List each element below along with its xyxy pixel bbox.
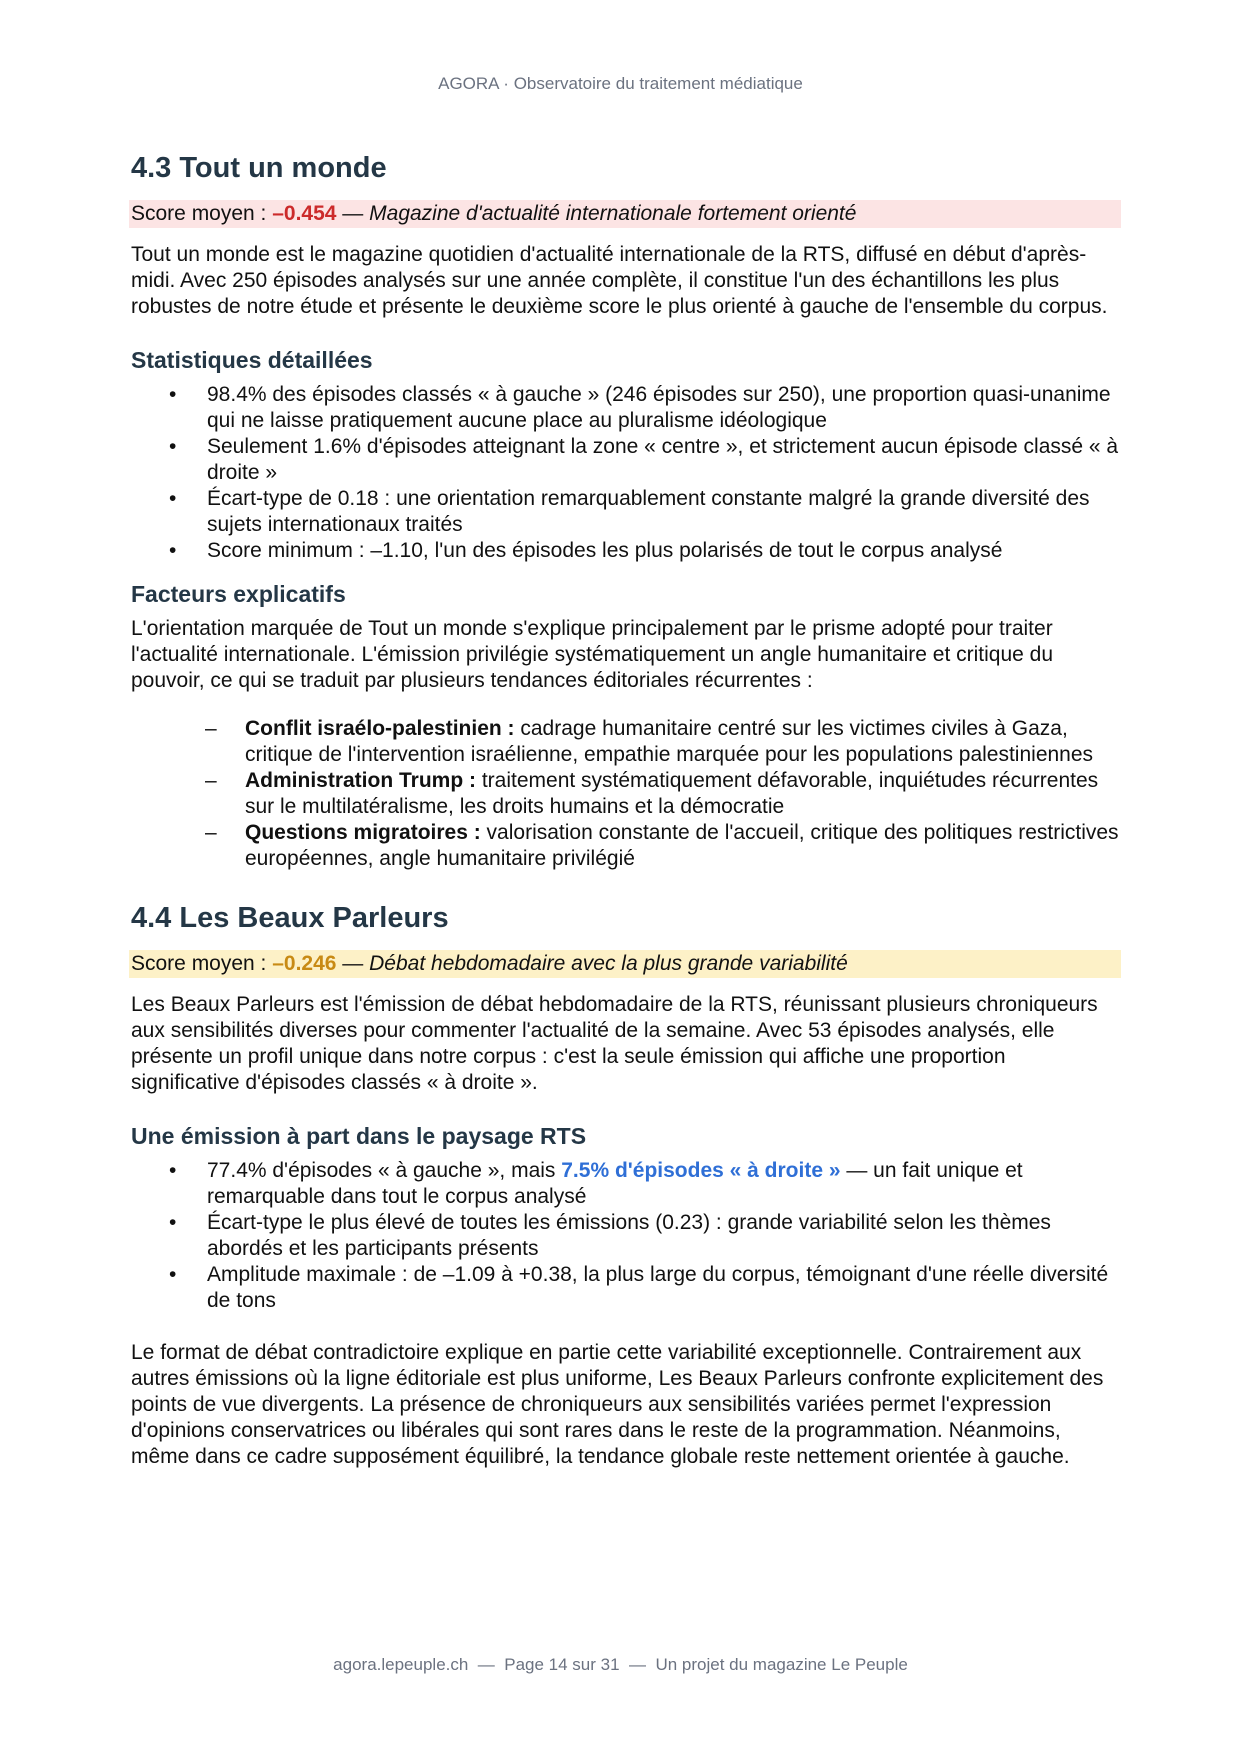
list-item: • Seulement 1.6% d'épisodes atteignant la zone « centre », et strictement aucun épisode classé « à droite » <box>131 434 1119 486</box>
factor-text: traitement systématiquement défavorable, inquiétudes récurrentes sur le multilatéralisme, les droits humains et la démocratie <box>245 769 1099 818</box>
footer-separator: — <box>468 1655 505 1674</box>
stats-list <box>131 382 1119 564</box>
list-item: • Amplitude maximale : de –1.09 à +0.38, la plus large du corpus, témoignant d'une réelle diversité de tons <box>131 1262 1119 1314</box>
factors-paragraph: L'orientation marquée de Tout un monde s'explique principalement par le prisme adopté pour traiter l'actualité internationale. L'émission privilégie systématiquement un angle humanitaire et critique du pouvoir, ce qui se traduit par plusieurs tendances éditoriales récurrentes : <box>131 617 1054 692</box>
score-banner <box>129 200 1121 228</box>
factor-label: Administration Trump : <box>245 769 476 792</box>
subsection-title-factors: Facteurs explicatifs <box>131 581 346 607</box>
list-item: • Écart-type de 0.18 : une orientation remarquablement constante malgré la grande diversité des sujets internationaux traités <box>131 486 1119 538</box>
list-item: • 98.4% des épisodes classés « à gauche » (246 épisodes sur 250), une proportion quasi-unanime qui ne laisse pratiquement aucune place au pluralisme idéologique <box>131 382 1119 434</box>
footer-separator: — <box>619 1655 656 1674</box>
score-value: –0.246 <box>272 952 337 975</box>
intro-paragraph: Tout un monde est le magazine quotidien d'actualité internationale de la RTS, diffusé en début d'après-midi. Avec 250 épisodes analysés sur une année complète, il constitue l'un des échantillons les plus robustes de notre étude et présente le deuxième score le plus orienté à gauche de l'ensemble du corpus. <box>131 243 1108 318</box>
list-item: • Écart-type le plus élevé de toutes les émissions (0.23) : grande variabilité selon les thèmes abordés et les participants présents <box>131 1210 1119 1262</box>
subsection-title-stats: Statistiques détaillées <box>131 347 373 373</box>
factors-list <box>131 716 1119 872</box>
list-item: • Score minimum : –1.10, l'un des épisodes les plus polarisés de tout le corpus analysé <box>131 538 1119 564</box>
page-content <box>131 150 1119 1486</box>
score-label: Score moyen : <box>131 202 273 225</box>
list-item <box>131 1158 1119 1210</box>
score-label: Score moyen : <box>131 952 273 975</box>
score-description: Magazine d'actualité internationale fortement orienté <box>369 202 857 225</box>
section-title: 4.3 Tout un monde <box>131 152 387 184</box>
intro-paragraph: Les Beaux Parleurs est l'émission de débat hebdomadaire de la RTS, réunissant plusieurs chroniqueurs aux sensibilités diverses pour commenter l'actualité de la semaine. Avec 53 épisodes analysés, elle présente un profil unique dans notre corpus : c'est la seule émission qui affiche une proportion significative d'épisodes classés « à droite ». <box>131 993 1098 1094</box>
footer-site-link[interactable]: agora.lepeuple.ch <box>333 1655 469 1674</box>
highlight-text: 7.5% d'épisodes « à droite » <box>561 1159 841 1182</box>
page-header: AGORA · Observatoire du traitement médiatique <box>438 74 803 93</box>
score-separator: — <box>336 202 370 225</box>
score-description: Débat hebdomadaire avec la plus grande variabilité <box>369 952 848 975</box>
list-item <box>131 716 1119 768</box>
stats-list <box>131 1158 1119 1314</box>
section-title: 4.4 Les Beaux Parleurs <box>131 902 449 934</box>
score-value: –0.454 <box>272 202 337 225</box>
list-text: 77.4% d'épisodes « à gauche », mais <box>207 1159 562 1182</box>
section-les-beaux-parleurs <box>131 900 1119 1470</box>
page-number: Page 14 sur 31 <box>504 1655 620 1674</box>
factor-text: valorisation constante de l'accueil, critique des politiques restrictives européennes, angle humanitaire privilégié <box>245 821 1119 870</box>
factor-label: Questions migratoires : <box>245 821 481 844</box>
factor-label: Conflit israélo-palestinien : <box>245 717 515 740</box>
footer-project: Un projet du magazine Le Peuple <box>655 1655 908 1674</box>
list-item <box>131 768 1119 820</box>
factor-text: cadrage humanitaire centré sur les victimes civiles à Gaza, critique de l'intervention israélienne, empathie marquée pour les populations palestiniennes <box>245 717 1094 766</box>
score-separator: — <box>336 952 370 975</box>
subsection-title: Une émission à part dans le paysage RTS <box>131 1123 587 1149</box>
page-footer <box>0 1655 1241 1675</box>
score-banner <box>129 950 1121 978</box>
section-tout-un-monde <box>131 150 1119 872</box>
conclusion-paragraph: Le format de débat contradictoire explique en partie cette variabilité exceptionnelle. Contrairement aux autres émissions où la ligne éditoriale est plus uniforme, Les Beaux Parleurs confronte explicitement des points de vue divergents. La présence de chroniqueurs aux sensibilités variées permet l'expression d'opinions conservatrices ou libérales qui sont rares dans le reste de la programmation. Néanmoins, même dans ce cadre supposément équilibré, la tendance globale reste nettement orientée à gauche. <box>131 1341 1104 1468</box>
list-item <box>131 820 1119 872</box>
list-text: — un fait unique et remarquable dans tout le corpus analysé <box>207 1159 1023 1208</box>
